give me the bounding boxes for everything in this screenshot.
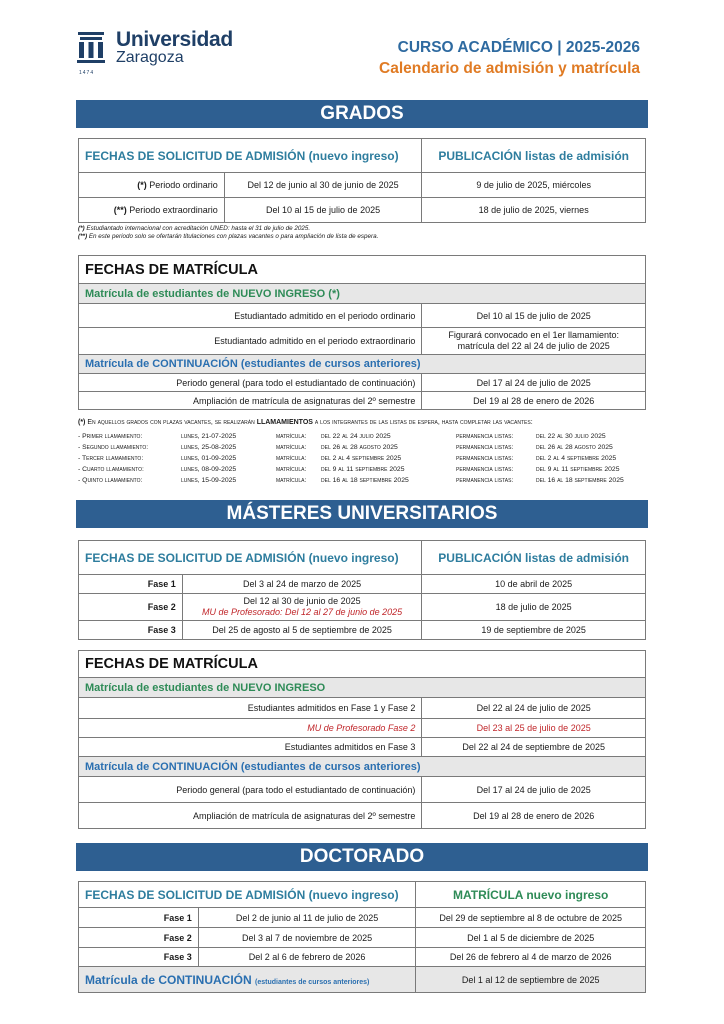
doctorado-admission-header: FECHAS DE SOLICITUD DE ADMISIÓN (nuevo ingreso) [79, 882, 416, 908]
grados-notes: (*) Estudiantado internacional con acreditación UNED: hasta el 31 de julio de 2025. (**) En este periodo solo se ofertarán titulaciones con plazas vacantes o para ampliación de lista de espera. [78, 225, 379, 240]
masteres-admission-header: FECHAS DE SOLICITUD DE ADMISIÓN (nuevo ingreso) [79, 541, 422, 575]
masteres-publication-header: PUBLICACIÓN listas de admisión [422, 541, 646, 575]
call-date: lunes, 21-07-2025 [181, 433, 237, 440]
page-header [0, 0, 724, 90]
table-row: Fase 1 Del 3 al 24 de marzo de 2025 10 de abril de 2025 [79, 575, 646, 594]
table-row: Estudiantes admitidos en Fase 3 Del 22 al 24 de septiembre de 2025 [79, 738, 646, 757]
table-row: Estudiantes admitidos en Fase 1 y Fase 2 Del 22 al 24 de julio de 2025 [79, 698, 646, 719]
table-row: Fase 3 Del 2 al 6 de febrero de 2026 Del 26 de febrero al 4 de marzo de 2026 [79, 948, 646, 967]
university-name: Universidad [116, 28, 233, 51]
call-perm: del 2 al 4 septiembre 2025 [536, 455, 617, 462]
university-city: Zaragoza [116, 49, 184, 66]
call-mat: del 2 al 4 septiembre 2025 [321, 455, 402, 462]
grados-enrollment-table [78, 255, 646, 410]
period-dates: Del 10 al 15 de julio de 2025 [224, 198, 422, 223]
masteres-new-students-header: Matrícula de estudiantes de NUEVO INGRESO [79, 678, 646, 698]
call-mat: del 26 al 28 agosto 2025 [321, 444, 398, 451]
call-perm-label: permanencia listas: [456, 455, 514, 462]
grados-enrollment-title: FECHAS DE MATRÍCULA [79, 256, 646, 284]
table-row: Ampliación de matrícula de asignaturas del 2º semestre Del 19 al 28 de enero de 2026 [79, 392, 646, 410]
publication-date: 9 de julio de 2025, miércoles [422, 173, 646, 198]
call-perm-label: permanencia listas: [456, 477, 514, 484]
doctorado-enrollment-header: MATRÍCULA nuevo ingreso [416, 882, 646, 908]
call-date: lunes, 01-09-2025 [181, 455, 237, 462]
table-row: Periodo general (para todo el estudiantado de continuación) Del 17 al 24 de julio de 2025 [79, 374, 646, 392]
grados-banner: GRADOS [76, 100, 648, 128]
note-international: Estudiantado internacional con acreditación UNED: hasta el 31 de julio de 2025. [84, 225, 311, 232]
period-label: Periodo extraordinario [129, 205, 218, 215]
grados-admission-header: FECHAS DE SOLICITUD DE ADMISIÓN (nuevo ingreso) [79, 139, 422, 173]
table-row: Ampliación de matrícula de asignaturas del 2º semestre Del 19 al 28 de enero de 2026 [79, 803, 646, 829]
call-name: - Tercer llamamiento: [78, 455, 144, 462]
table-row: Matrícula de CONTINUACIÓN (estudiantes de cursos anteriores) Del 1 al 12 de septiembre de 2025 [79, 967, 646, 993]
call-perm-label: permanencia listas: [456, 433, 514, 440]
note-extraordinary: En este periodo solo se ofertarán titulaciones con plazas vacantes o para ampliación de lista de espera. [87, 233, 379, 240]
masteres-enrollment-title: FECHAS DE MATRÍCULA [79, 651, 646, 678]
call-date: lunes, 25-08-2025 [181, 444, 237, 451]
call-date: lunes, 15-09-2025 [181, 477, 237, 484]
call-mat-label: matrícula: [276, 477, 307, 484]
call-mat-label: matrícula: [276, 466, 307, 473]
academic-year-title: CURSO ACADÉMICO | 2025-2026 [397, 39, 640, 56]
university-logo [76, 30, 233, 76]
call-date: lunes, 08-09-2025 [181, 466, 237, 473]
call-mat-label: matrícula: [276, 433, 307, 440]
table-row: Fase 2 Del 3 al 7 de noviembre de 2025 Del 1 al 5 de diciembre de 2025 [79, 928, 646, 948]
table-row: Fase 3 Del 25 de agosto al 5 de septiembre de 2025 19 de septiembre de 2025 [79, 621, 646, 640]
grados-publication-header: PUBLICACIÓN listas de admisión [422, 139, 646, 173]
call-perm: del 16 al 18 septiembre 2025 [536, 477, 624, 484]
call-mat: del 9 al 11 septiembre 2025 [321, 466, 405, 473]
table-row: Estudiantado admitido en el periodo ordinario Del 10 al 15 de julio de 2025 [79, 304, 646, 328]
grados-admission-table [78, 138, 646, 223]
call-mat: del 22 al 24 julio 2025 [321, 433, 391, 440]
publication-date: 18 de julio de 2025, viernes [422, 198, 646, 223]
doctorado-continuation-header: Matrícula de CONTINUACIÓN (estudiantes de cursos anteriores) [79, 967, 416, 993]
masteres-banner: MÁSTERES UNIVERSITARIOS [76, 500, 648, 528]
call-name: - Quinto llamamiento: [78, 477, 143, 484]
doctorado-table [78, 881, 646, 993]
period-dates: Del 12 de junio al 30 de junio de 2025 [224, 173, 422, 198]
call-perm-label: permanencia listas: [456, 466, 514, 473]
university-year: 1474 [79, 70, 95, 76]
table-row: Fase 2 Del 12 al 30 de junio de 2025 MU de Profesorado: Del 12 al 27 de junio de 2025 18 de julio de 2025 [79, 594, 646, 621]
table-row: Fase 1 Del 2 de junio al 11 de julio de 2025 Del 29 de septiembre al 8 de octubre de 2025 [79, 908, 646, 928]
doctorado-banner: DOCTORADO [76, 843, 648, 871]
call-mat-label: matrícula: [276, 455, 307, 462]
calls-intro: (*) En aquellos grados con plazas vacantes, se realizarán LLAMAMIENTOS a los integrantes de las listas de espera, hasta completar las vacantes: [78, 419, 533, 426]
grados-new-students-header: Matrícula de estudiantes de NUEVO INGRESO (*) [79, 284, 646, 304]
table-row: (*) Periodo ordinario Del 12 de junio al 30 de junio de 2025 9 de julio de 2025, miércoles [79, 173, 646, 198]
call-mat: del 16 al 18 septiembre 2025 [321, 477, 409, 484]
call-perm: del 22 al 30 julio 2025 [536, 433, 606, 440]
masteres-admission-table [78, 540, 646, 640]
call-perm-label: permanencia listas: [456, 444, 514, 451]
call-mat-label: matrícula: [276, 444, 307, 451]
table-row: Periodo general (para todo el estudiantado de continuación) Del 17 al 24 de julio de 2025 [79, 777, 646, 803]
call-name: - Primer llamamiento: [78, 433, 143, 440]
masteres-enrollment-table [78, 650, 646, 829]
call-perm: del 26 al 28 agosto 2025 [536, 444, 613, 451]
call-name: - Segundo llamamiento: [78, 444, 149, 451]
grados-continuation-header: Matrícula de CONTINUACIÓN (estudiantes de cursos anteriores) [79, 355, 646, 374]
call-name: - Cuarto llamamiento: [78, 466, 144, 473]
table-row: Estudiantado admitido en el periodo extraordinario Figurará convocado en el 1er llamamiento: matrícula del 22 al 24 de julio de 2025 [79, 328, 646, 355]
table-row: MU de Profesorado Fase 2 Del 23 al 25 de julio de 2025 [79, 719, 646, 738]
period-label: Periodo ordinario [149, 180, 218, 190]
call-perm: del 9 al 11 septiembre 2025 [536, 466, 620, 473]
table-row: (**) Periodo extraordinario Del 10 al 15 de julio de 2025 18 de julio de 2025, viernes [79, 198, 646, 223]
calendar-title: Calendario de admisión y matrícula [379, 60, 640, 77]
masteres-continuation-header: Matrícula de CONTINUACIÓN (estudiantes de cursos anteriores) [79, 757, 646, 777]
